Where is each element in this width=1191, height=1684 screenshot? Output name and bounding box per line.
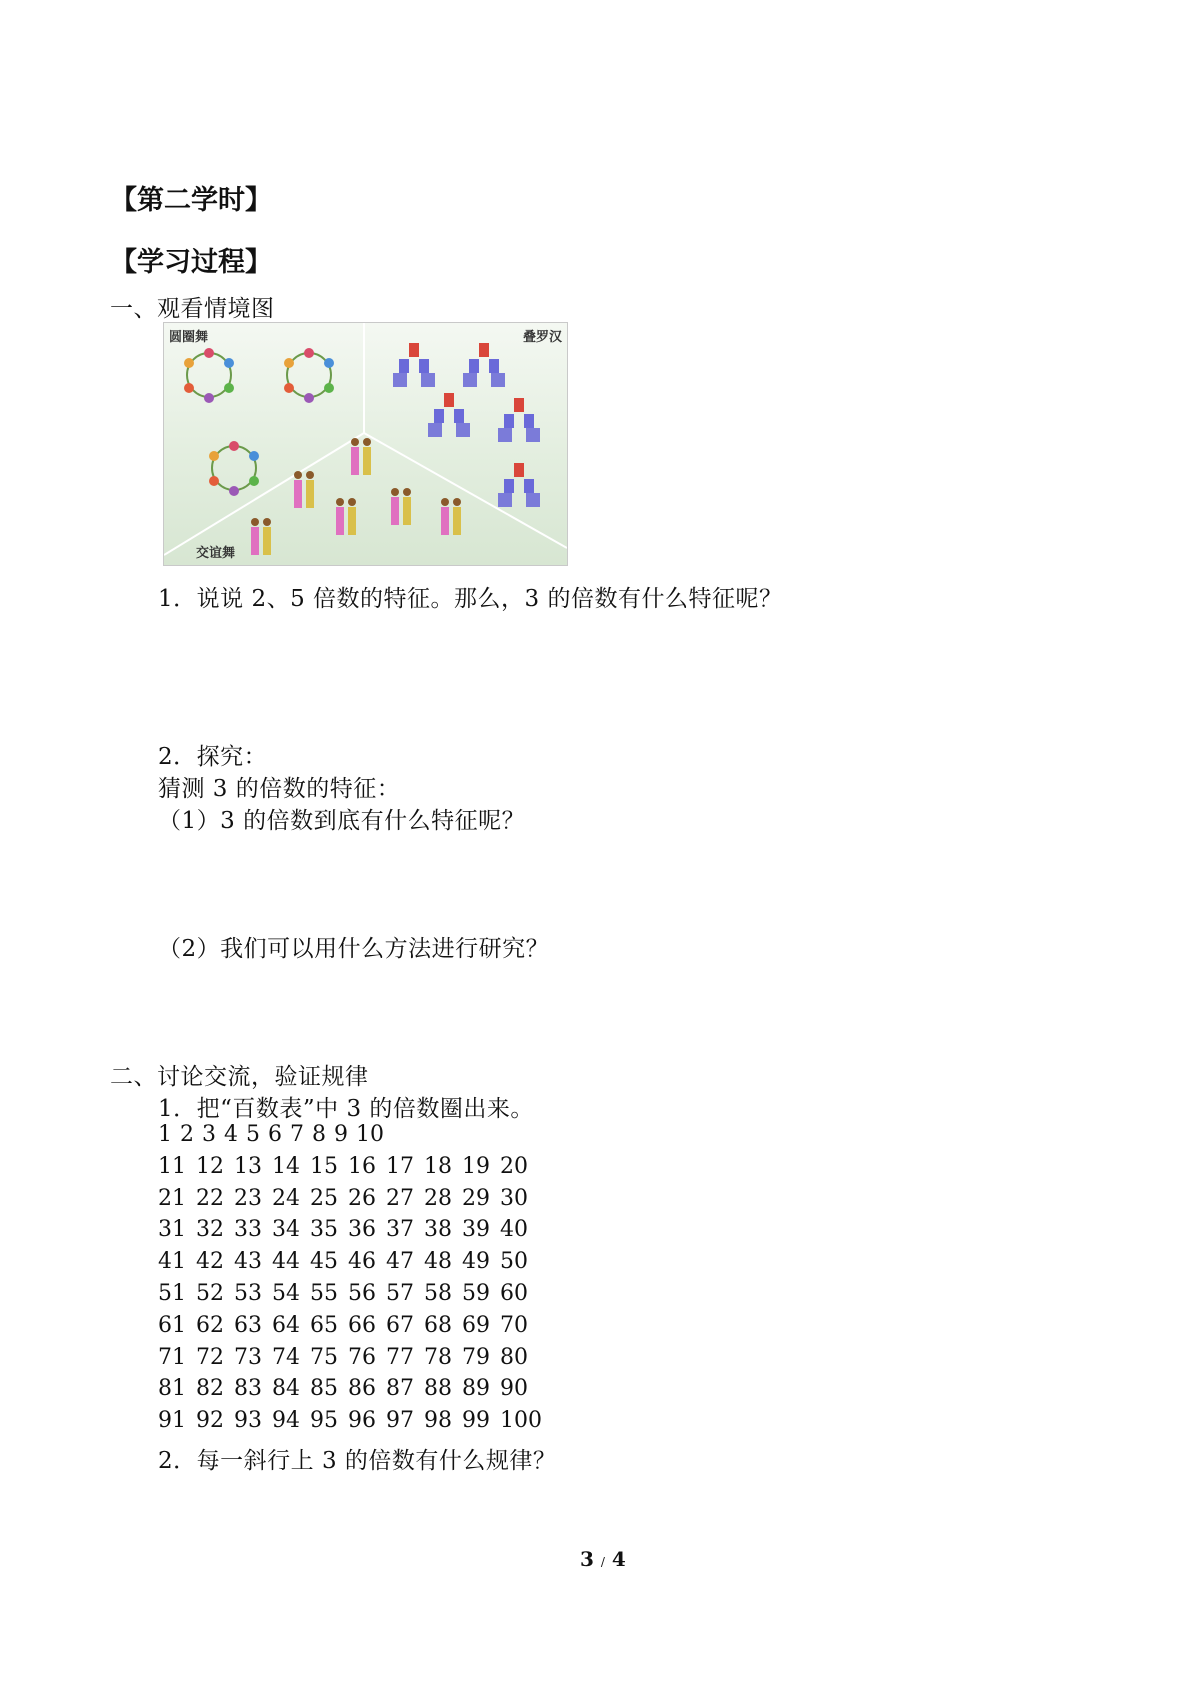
number-cell: 94 [272,1408,300,1434]
number-cell: 25 [310,1185,338,1211]
number-cell: 79 [462,1344,490,1370]
number-cell: 34 [272,1217,300,1243]
number-cell: 98 [424,1408,452,1434]
guess-label: 猜测 3 的倍数的特征： [158,776,401,802]
page-total: 4 [611,1547,626,1571]
number-cell: 6 [268,1122,282,1147]
number-cell: 13 [234,1153,262,1179]
number-cell: 84 [272,1376,300,1402]
number-cell: 15 [310,1153,338,1179]
number-cell: 83 [234,1376,262,1402]
number-cell: 81 [158,1376,186,1402]
number-cell: 35 [310,1217,338,1243]
lesson-heading: 【第二学时】 [110,185,272,216]
number-cell: 48 [424,1249,452,1275]
number-cell: 58 [424,1281,452,1306]
number-cell: 54 [272,1281,300,1306]
question-1: 1．说说 2、5 倍数的特征。那么，3 的倍数有什么特征呢？ [158,586,783,612]
number-cell: 59 [462,1281,490,1306]
number-cell: 89 [462,1376,490,1402]
number-cell: 72 [196,1344,224,1370]
number-cell: 62 [196,1312,224,1338]
number-cell: 38 [424,1217,452,1243]
page-current: 3 [580,1547,594,1571]
pyramid-figures [393,343,540,507]
number-cell: 43 [234,1249,262,1275]
number-cell: 97 [386,1408,414,1434]
number-row [158,1186,538,1211]
number-cell: 22 [196,1185,224,1211]
number-cell: 33 [234,1217,262,1243]
number-cell: 63 [234,1312,262,1338]
number-cell: 16 [348,1153,376,1179]
number-cell: 7 [290,1122,304,1147]
number-cell: 27 [386,1185,414,1211]
number-cell: 9 [334,1122,348,1147]
number-cell: 37 [386,1217,414,1243]
number-cell: 73 [234,1344,262,1370]
number-cell: 44 [272,1249,300,1275]
number-row [158,1154,538,1179]
number-cell: 70 [500,1312,528,1338]
number-cell: 39 [462,1217,490,1243]
number-cell: 21 [158,1185,186,1211]
number-row [158,1313,538,1338]
number-row [158,1249,538,1274]
sub-question-1: （1）3 的倍数到底有什么特征呢？ [158,808,526,834]
number-cell: 51 [158,1281,186,1306]
number-cell: 49 [462,1249,490,1275]
number-cell: 11 [158,1153,186,1179]
number-cell: 76 [348,1344,376,1370]
number-cell: 24 [272,1185,300,1211]
number-cell: 40 [500,1217,528,1243]
number-cell: 67 [386,1312,414,1338]
number-cell: 57 [386,1281,414,1306]
number-cell: 87 [386,1376,414,1402]
number-cell: 47 [386,1249,414,1275]
number-cell: 91 [158,1408,186,1434]
number-cell: 52 [196,1281,224,1306]
number-cell: 20 [500,1153,528,1179]
number-row [158,1122,392,1147]
number-cell: 28 [424,1185,452,1211]
number-cell: 77 [386,1344,414,1370]
page-separator: / [600,1555,605,1569]
number-cell: 12 [196,1153,224,1179]
sub-question-2: （2）我们可以用什么方法进行研究？ [158,936,550,962]
number-cell: 45 [310,1249,338,1275]
number-row [158,1408,552,1433]
number-cell: 68 [424,1312,452,1338]
number-cell: 75 [310,1344,338,1370]
number-cell: 32 [196,1217,224,1243]
number-cell: 64 [272,1312,300,1338]
social-dance-couples [251,438,461,555]
number-cell: 80 [500,1344,528,1370]
number-cell: 69 [462,1312,490,1338]
label-social-dance: 交谊舞 [196,546,236,561]
number-row [158,1281,538,1306]
label-pyramid: 叠罗汉 [522,330,562,345]
number-cell: 95 [310,1408,338,1434]
number-cell: 88 [424,1376,452,1402]
number-cell: 26 [348,1185,376,1211]
question-2: 2．探究： [158,744,268,770]
number-cell: 92 [196,1408,224,1434]
number-cell: 31 [158,1217,186,1243]
number-cell: 93 [234,1408,262,1434]
number-cell: 41 [158,1249,186,1275]
number-cell: 46 [348,1249,376,1275]
number-cell: 4 [224,1122,238,1147]
number-row [158,1345,538,1370]
number-cell: 3 [202,1122,216,1147]
number-cell: 50 [500,1249,528,1275]
circle-dance-group [187,353,331,490]
scene-drawing [164,323,567,565]
number-cell: 71 [158,1344,186,1370]
number-row [158,1217,538,1242]
number-cell: 82 [196,1376,224,1402]
scene-illustration [163,322,568,566]
section1-title: 一、观看情境图 [110,296,275,322]
number-cell: 90 [500,1376,528,1402]
number-cell: 23 [234,1185,262,1211]
number-cell: 85 [310,1376,338,1402]
number-cell: 56 [348,1281,376,1306]
section2-question-1: 1．把“百数表”中 3 的倍数圈出来。 [158,1096,534,1122]
label-circle-dance: 圆圈舞 [169,330,209,345]
number-cell: 29 [462,1185,490,1211]
number-cell: 36 [348,1217,376,1243]
number-cell: 61 [158,1312,186,1338]
number-cell: 96 [348,1408,376,1434]
number-cell: 86 [348,1376,376,1402]
number-cell: 17 [386,1153,414,1179]
number-cell: 8 [312,1122,326,1147]
number-cell: 19 [462,1153,490,1179]
number-cell: 99 [462,1408,490,1434]
section2-title: 二、讨论交流，验证规律 [110,1064,369,1090]
number-cell: 74 [272,1344,300,1370]
number-cell: 53 [234,1281,262,1306]
number-cell: 60 [500,1281,528,1306]
number-cell: 5 [246,1122,260,1147]
number-cell: 100 [500,1408,542,1434]
number-cell: 65 [310,1312,338,1338]
number-cell: 14 [272,1153,300,1179]
number-cell: 2 [180,1122,194,1147]
number-row [158,1376,538,1401]
number-cell: 1 [158,1122,172,1147]
page-number [580,1547,626,1571]
number-cell: 30 [500,1185,528,1211]
number-cell: 55 [310,1281,338,1306]
process-heading: 【学习过程】 [110,247,272,278]
section2-question-2: 2．每一斜行上 3 的倍数有什么规律？ [158,1448,557,1474]
number-cell: 10 [356,1122,384,1147]
number-cell: 42 [196,1249,224,1275]
number-cell: 78 [424,1344,452,1370]
number-cell: 18 [424,1153,452,1179]
number-cell: 66 [348,1312,376,1338]
